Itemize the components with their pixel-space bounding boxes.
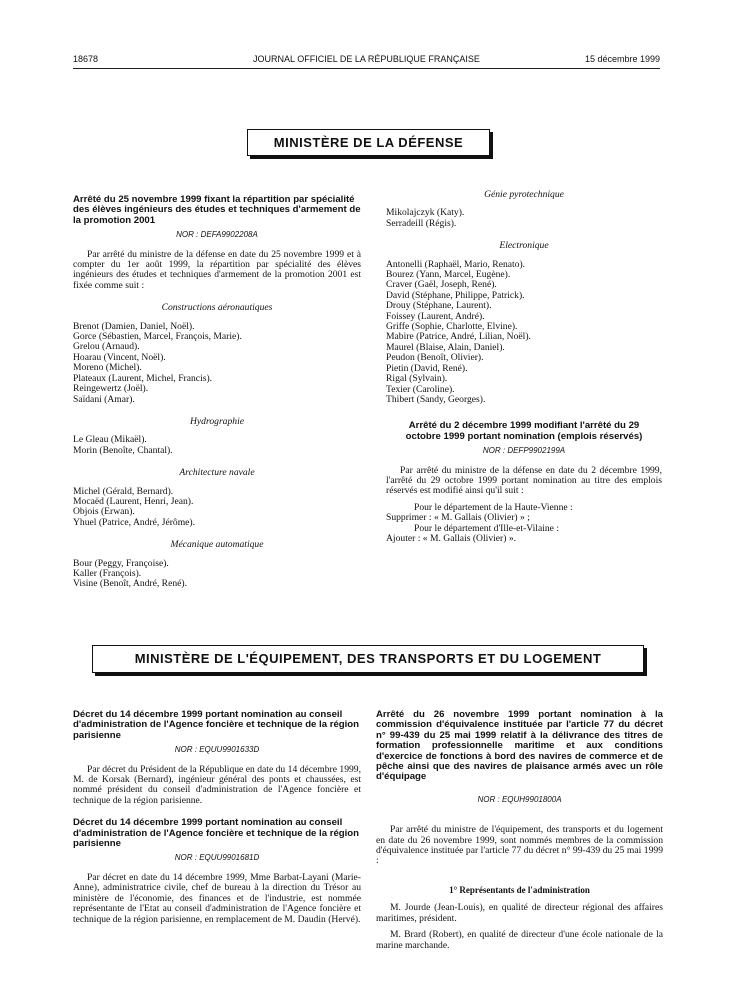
list-item: Plateaux (Laurent, Michel, Francis). bbox=[73, 372, 213, 384]
list-item: Objois (Erwan). bbox=[73, 506, 135, 518]
article-intro: Par arrêté du ministre de la défense en date du 2 décembre 1999, l'arrêté du 29 octobre 1999 portant nomination au titre des emplois réservés est modifié ainsi qu'il suit : bbox=[386, 464, 662, 497]
list-item: Saïdani (Amar). bbox=[73, 393, 135, 405]
list-item: Foissey (Laurent, André). bbox=[386, 310, 485, 322]
list-item: Maurel (Blaise, Alain, Daniel). bbox=[386, 341, 505, 353]
list-item: Visine (Benoît, André, René). bbox=[73, 578, 187, 590]
list-item: Morin (Benoîte, Chantal). bbox=[73, 444, 173, 456]
group-genie-pyrotechnique: Génie pyrotechnique Mikolajczyk (Katy). Serradeill (Régis). bbox=[386, 190, 662, 229]
article-title: Arrêté du 26 novembre 1999 portant nomination à la commission d'équivalence instituée par l'article 77 du décret n° 99-439 du 25 mai 1999 relatif à la délivrance des titres de formation professionnelle maritime et aux conditions d'exercice de fonctions à bord des navires de commerce et de pêche ainsi que des navires de plaisance armés avec un rôle d'équipage bbox=[376, 709, 663, 783]
article-title: Décret du 14 décembre 1999 portant nomination au conseil d'administration de l'Agence foncière et technique de la région parisienne bbox=[73, 709, 360, 741]
group-constructions: Constructions aéronautiques Brenot (Damien, Daniel, Noël). Gorce (Sébastien, Marcel, François, Marie). Grelou (Arnaud). Hoarau (Vincent, Noël). Moreno (Michel). Plateaux (Laurent, Michel, Francis). Reingewertz (Joël). Saïdani (Amar). bbox=[73, 303, 361, 405]
list-item: Thibert (Sandy, Georges). bbox=[386, 393, 486, 405]
journal-title: JOURNAL OFFICIEL DE LA RÉPUBLIQUE FRANÇAISE bbox=[253, 54, 480, 64]
list-item: Pour le département d'Ille-et-Vilaine : bbox=[414, 522, 560, 534]
ministry-title-equipement: MINISTÈRE DE L'ÉQUIPEMENT, DES TRANSPORTS ET DU LOGEMENT bbox=[92, 645, 644, 673]
list-item: Craver (Gaël, Joseph, René). bbox=[386, 279, 497, 291]
list-item: Mabire (Patrice, André, Lilian, Noël). bbox=[386, 331, 531, 343]
list-item: Hoarau (Vincent, Noël). bbox=[73, 351, 166, 363]
issue-date: 15 décembre 1999 bbox=[584, 54, 660, 64]
nor-reference: NOR : DEFP9902199A bbox=[482, 446, 566, 456]
group-electronique: Electronique Antonelli (Raphaël, Mario, Renato). Bourez (Yann, Marcel, Eugène). Craver (Gaël, Joseph, René). David (Stéphane, Philippe, Patrick). Drouy (Stéphane, Laurent). Foissey (Laurent, André). Griffe (Sophie, Charlotte, Elvine). Mabire (Patrice, André, Lilian, Noël). Maurel (Blaise, Alain, Daniel). Peudon (Benoît, Olivier). Pietin (David, René). Rigal (Sylvain). Texier (Caroline). Thibert (Sandy, Georges). bbox=[386, 241, 662, 405]
group-mecanique: Mécanique automatique Bour (Peggy, Françoise). Kaller (François). Visine (Benoît, André, René). bbox=[73, 540, 361, 590]
article-body: Par décret du Président de la République en date du 14 décembre 1999, M. de Korsak (Bernard), ingénieur général des ponts et chaussées, est nommé président du conseil d'administration de l'Agence foncière et technique de la région parisienne. bbox=[73, 763, 361, 806]
list-item: Bourez (Yann, Marcel, Eugène). bbox=[386, 269, 511, 281]
nor-reference: NOR : DEFA9902208A bbox=[176, 230, 258, 240]
article-body: M. Jourde (Jean-Louis), en qualité de directeur régional des affaires maritimes, président. bbox=[376, 902, 663, 924]
article-title: Arrêté du 25 novembre 1999 fixant la répartition par spécialité des élèves ingénieurs des études et techniques d'armement de la promotion 2001 bbox=[73, 194, 361, 226]
list-item: Texier (Caroline). bbox=[386, 383, 455, 395]
group-architecture: Architecture navale Michel (Gérald, Bernard). Mocaëd (Laurent, Henri, Jean). Objois (Erwan). Yhuel (Patrice, André, Jérôme). bbox=[73, 468, 361, 528]
nor-reference: NOR : EQUU9901681D bbox=[174, 853, 260, 863]
nor-reference: NOR : EQUU9901633D bbox=[174, 745, 260, 755]
page-number: 18678 bbox=[73, 54, 99, 64]
list-item: Kaller (François). bbox=[73, 567, 142, 579]
list-item: Serradeill (Régis). bbox=[386, 217, 457, 229]
list-item: Supprimer : « M. Gallais (Olivier) » ; bbox=[386, 512, 530, 524]
list-item: Mikolajczyk (Katy). bbox=[386, 207, 465, 219]
list-item: Michel (Gérald, Bernard). bbox=[73, 485, 174, 497]
list-item: Gorce (Sébastien, Marcel, François, Marie). bbox=[73, 331, 242, 343]
list-item: Mocaëd (Laurent, Henri, Jean). bbox=[73, 495, 194, 507]
ministry-title-defense: MINISTÈRE DE LA DÉFENSE bbox=[247, 129, 490, 156]
list-item: Griffe (Sophie, Charlotte, Elvine). bbox=[386, 321, 518, 333]
subheading: 1° Représentants de l'administration bbox=[449, 884, 590, 895]
list-item: Antonelli (Raphaël, Mario, Renato). bbox=[386, 258, 526, 270]
equipement-right-column bbox=[376, 710, 663, 957]
article-intro: Par arrêté du ministre de l'équipement, des transports et du logement en date du 26 novembre 1999, sont nommés membres de la commission d'équivalence instituée par l'article 77 du décret n° 99-439 du 25 mai 1999 : bbox=[376, 824, 663, 867]
list-item: Drouy (Stéphane, Laurent). bbox=[386, 300, 492, 312]
list-item: David (Stéphane, Philippe, Patrick). bbox=[386, 289, 525, 301]
list-item: Rigal (Sylvain). bbox=[386, 373, 448, 385]
header-rule bbox=[73, 68, 660, 69]
article-title: Arrêté du 2 décembre 1999 modifiant l'arrêté du 29 octobre 1999 portant nomination (emplois réservés) bbox=[405, 420, 643, 442]
list-item: Yhuel (Patrice, André, Jérôme). bbox=[73, 516, 196, 528]
nor-reference: NOR : EQUH9901800A bbox=[477, 794, 562, 804]
article-body: M. Brard (Robert), en qualité de directeur d'une école nationale de la marine marchande. bbox=[376, 929, 663, 951]
group-hydrographie: Hydrographie Le Gleau (Mikaël). Morin (Benoîte, Chantal). bbox=[73, 417, 361, 456]
list-item: Le Gleau (Mikaël). bbox=[73, 434, 147, 446]
list-item: Moreno (Michel). bbox=[73, 362, 142, 374]
page-header bbox=[73, 54, 660, 68]
list-item: Pietin (David, René). bbox=[386, 362, 468, 374]
equipement-left-column bbox=[73, 710, 361, 931]
list-item: Reingewertz (Joël). bbox=[73, 383, 149, 395]
list-item: Grelou (Arnaud). bbox=[73, 341, 140, 353]
article-body: Par décret en date du 14 décembre 1999, Mme Barbat-Layani (Marie-Anne), administratrice civile, chef de bureau à la direction du Trésor au ministère de l'économie, des finances et de l'industrie, est nommée représentante de l'Etat au conseil d'administration de l'Agence foncière et technique de la région parisienne, en remplacement de M. Daudin (Hervé). bbox=[73, 871, 361, 925]
list-item: Peudon (Benoît, Olivier). bbox=[386, 352, 484, 364]
list-item: Pour le département de la Haute-Vienne : bbox=[414, 501, 573, 513]
list-item: Bour (Peggy, Françoise). bbox=[73, 557, 169, 569]
defense-right-column bbox=[386, 190, 662, 544]
list-item: Ajouter : « M. Gallais (Olivier) ». bbox=[386, 532, 517, 544]
article-intro: Par arrêté du ministre de la défense en date du 25 novembre 1999 et à compter du 1er août 1999, la répartition par spécialité des élèves ingénieurs des études et techniques d'armement de la promotion 2001 est fixée comme suit : bbox=[73, 248, 361, 291]
article-title: Décret du 14 décembre 1999 portant nomination au conseil d'administration de l'Agence foncière et technique de la région parisienne bbox=[73, 817, 360, 850]
list-item: Brenot (Damien, Daniel, Noël). bbox=[73, 320, 195, 332]
defense-left-column bbox=[73, 195, 361, 590]
